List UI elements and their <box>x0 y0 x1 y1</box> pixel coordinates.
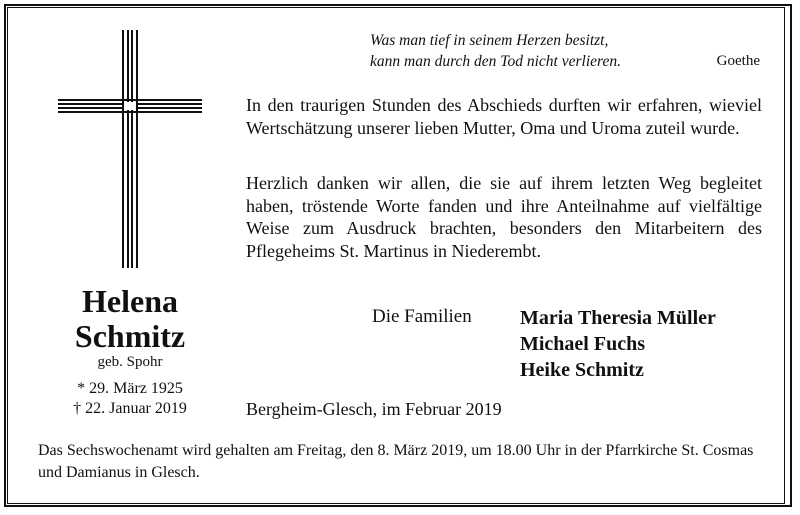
maiden-name: geb. Spohr <box>97 354 163 370</box>
family-name: Michael Fuchs <box>520 333 645 355</box>
cross-icon <box>58 30 202 268</box>
quote-author: Goethe <box>716 53 760 69</box>
quote-line-1: Was man tief in seinem Herzen besitzt, <box>370 32 609 49</box>
paragraph-thanks-2: Herzlich danken wir allen, die sie auf ihrem letzten Weg begleitet haben, tröstende Worte fanden und ihre Anteilnahme auf vielfältige Weise zum Ausdruck brachten, besonders den Mitarbeitern des Pflegeheims St. Martinus in Niederembt. <box>246 173 762 261</box>
family-name: Heike Schmitz <box>520 359 644 381</box>
life-dates <box>30 379 230 419</box>
last-name: Schmitz <box>74 318 186 354</box>
death-date: † 22. Januar 2019 <box>73 400 187 417</box>
paragraph-thanks-1: In den traurigen Stunden des Abschieds durften wir erfahren, wieviel Wertschätzung unserer lieben Mutter, Oma und Uroma zuteil wurde. <box>246 95 762 138</box>
first-name: Helena <box>82 283 178 319</box>
family-name: Maria Theresia Müller <box>520 307 716 329</box>
families-label: Die Familien <box>372 306 472 327</box>
place-date: Bergheim-Glesch, im Februar 2019 <box>246 399 502 419</box>
mass-announcement: Das Sechswochenamt wird gehalten am Freitag, den 8. März 2019, um 18.00 Uhr in der Pfarrkirche St. Cosmas und Damianus in Glesch. <box>38 442 754 481</box>
quote-line-2: kann man durch den Tod nicht verlieren. <box>370 53 621 70</box>
deceased-name <box>30 284 230 354</box>
birth-date: * 29. März 1925 <box>77 380 183 397</box>
family-names <box>520 305 716 383</box>
epigraph <box>370 30 765 72</box>
